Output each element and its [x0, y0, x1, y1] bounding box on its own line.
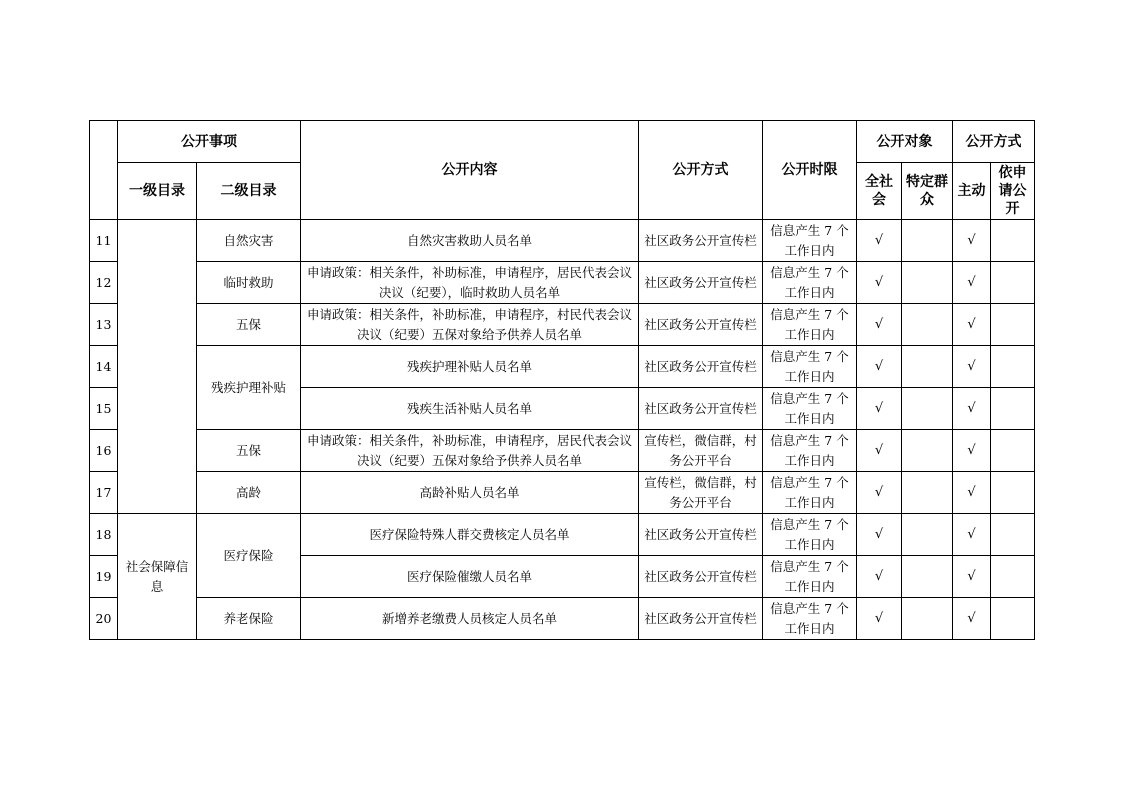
- level1-cell-social-security: 社会保障信息: [118, 514, 197, 640]
- header-mode-request: 依申请公开: [991, 163, 1035, 220]
- row-number: 20: [90, 598, 118, 640]
- table-row: [90, 304, 1035, 346]
- mode-active-check: √: [953, 514, 991, 556]
- table-row: [90, 472, 1035, 514]
- row-number: 16: [90, 430, 118, 472]
- level2-cell: 临时救助: [197, 262, 301, 304]
- row-number: 18: [90, 514, 118, 556]
- header-time-limit: 公开时限: [763, 121, 857, 220]
- time-limit-cell: 信息产生 7 个工作日内: [763, 514, 857, 556]
- target-specific-cell: [902, 304, 953, 346]
- header-mode: 公开方式: [953, 121, 1035, 163]
- mode-request-cell: [991, 262, 1035, 304]
- row-number: 13: [90, 304, 118, 346]
- content-cell: 申请政策：相关条件，补助标准，申请程序，居民代表会议决议（纪要）五保对象给予供养人员名单: [301, 430, 639, 472]
- mode-active-check: √: [953, 304, 991, 346]
- header-level2: 二级目录: [197, 163, 301, 220]
- target-specific-cell: [902, 262, 953, 304]
- level2-cell: 五保: [197, 304, 301, 346]
- mode-request-cell: [991, 220, 1035, 262]
- target-specific-cell: [902, 598, 953, 640]
- target-public-check: √: [857, 304, 902, 346]
- header-target: 公开对象: [857, 121, 953, 163]
- target-public-check: √: [857, 598, 902, 640]
- target-public-check: √: [857, 430, 902, 472]
- target-public-check: √: [857, 472, 902, 514]
- header-item: 公开事项: [118, 121, 301, 163]
- method-cell: 社区政务公开宣传栏: [639, 304, 763, 346]
- content-cell: 医疗保险催缴人员名单: [301, 556, 639, 598]
- table-row: [90, 346, 1035, 388]
- row-number: 12: [90, 262, 118, 304]
- mode-request-cell: [991, 556, 1035, 598]
- target-public-check: √: [857, 514, 902, 556]
- disclosure-table: [89, 120, 1035, 640]
- row-number: 19: [90, 556, 118, 598]
- mode-active-check: √: [953, 598, 991, 640]
- time-limit-cell: 信息产生 7 个工作日内: [763, 304, 857, 346]
- table-row: [90, 514, 1035, 556]
- header-target-public: 全社会: [857, 163, 902, 220]
- row-number: 17: [90, 472, 118, 514]
- time-limit-cell: 信息产生 7 个工作日内: [763, 598, 857, 640]
- table-row: [90, 598, 1035, 640]
- level2-cell: 自然灾害: [197, 220, 301, 262]
- mode-active-check: √: [953, 262, 991, 304]
- level2-cell: 五保: [197, 430, 301, 472]
- table-row: [90, 262, 1035, 304]
- level2-cell: 残疾护理补贴: [197, 346, 301, 430]
- mode-active-check: √: [953, 556, 991, 598]
- target-specific-cell: [902, 220, 953, 262]
- level2-cell: 养老保险: [197, 598, 301, 640]
- target-public-check: √: [857, 556, 902, 598]
- target-specific-cell: [902, 514, 953, 556]
- content-cell: 申请政策：相关条件，补助标准，申请程序，居民代表会议决议（纪要），临时救助人员名单: [301, 262, 639, 304]
- content-cell: 残疾生活补贴人员名单: [301, 388, 639, 430]
- time-limit-cell: 信息产生 7 个工作日内: [763, 472, 857, 514]
- target-specific-cell: [902, 556, 953, 598]
- time-limit-cell: 信息产生 7 个工作日内: [763, 346, 857, 388]
- time-limit-cell: 信息产生 7 个工作日内: [763, 556, 857, 598]
- method-cell: 社区政务公开宣传栏: [639, 514, 763, 556]
- table-row: [90, 220, 1035, 262]
- method-cell: 宣传栏，微信群，村务公开平台: [639, 472, 763, 514]
- level2-cell: 医疗保险: [197, 514, 301, 598]
- mode-request-cell: [991, 388, 1035, 430]
- mode-active-check: √: [953, 472, 991, 514]
- row-number: 11: [90, 220, 118, 262]
- method-cell: 社区政务公开宣传栏: [639, 220, 763, 262]
- target-specific-cell: [902, 430, 953, 472]
- method-cell: 社区政务公开宣传栏: [639, 556, 763, 598]
- target-specific-cell: [902, 346, 953, 388]
- content-cell: 高龄补贴人员名单: [301, 472, 639, 514]
- table-row: [90, 430, 1035, 472]
- mode-request-cell: [991, 472, 1035, 514]
- mode-request-cell: [991, 346, 1035, 388]
- method-cell: 社区政务公开宣传栏: [639, 598, 763, 640]
- time-limit-cell: 信息产生 7 个工作日内: [763, 388, 857, 430]
- mode-request-cell: [991, 430, 1035, 472]
- header-method: 公开方式: [639, 121, 763, 220]
- level1-cell-empty: [118, 220, 197, 514]
- row-number: 15: [90, 388, 118, 430]
- content-cell: 申请政策：相关条件，补助标准，申请程序，村民代表会议决议（纪要）五保对象给予供养人员名单: [301, 304, 639, 346]
- mode-active-check: √: [953, 388, 991, 430]
- content-cell: 残疾护理补贴人员名单: [301, 346, 639, 388]
- method-cell: 社区政务公开宣传栏: [639, 262, 763, 304]
- method-cell: 社区政务公开宣传栏: [639, 346, 763, 388]
- time-limit-cell: 信息产生 7 个工作日内: [763, 220, 857, 262]
- header-target-specific: 特定群众: [902, 163, 953, 220]
- mode-active-check: √: [953, 346, 991, 388]
- target-public-check: √: [857, 220, 902, 262]
- content-cell: 自然灾害救助人员名单: [301, 220, 639, 262]
- target-specific-cell: [902, 472, 953, 514]
- content-cell: 医疗保险特殊人群交费核定人员名单: [301, 514, 639, 556]
- target-specific-cell: [902, 388, 953, 430]
- time-limit-cell: 信息产生 7 个工作日内: [763, 430, 857, 472]
- mode-request-cell: [991, 598, 1035, 640]
- header-content: 公开内容: [301, 121, 639, 220]
- mode-active-check: √: [953, 430, 991, 472]
- mode-active-check: √: [953, 220, 991, 262]
- method-cell: 社区政务公开宣传栏: [639, 388, 763, 430]
- header-row-1: [90, 121, 1035, 163]
- content-cell: 新增养老缴费人员核定人员名单: [301, 598, 639, 640]
- target-public-check: √: [857, 262, 902, 304]
- time-limit-cell: 信息产生 7 个工作日内: [763, 262, 857, 304]
- header-mode-active: 主动: [953, 163, 991, 220]
- row-number: 14: [90, 346, 118, 388]
- mode-request-cell: [991, 514, 1035, 556]
- header-num: [90, 121, 118, 220]
- mode-request-cell: [991, 304, 1035, 346]
- target-public-check: √: [857, 388, 902, 430]
- target-public-check: √: [857, 346, 902, 388]
- header-level1: 一级目录: [118, 163, 197, 220]
- method-cell: 宣传栏，微信群，村务公开平台: [639, 430, 763, 472]
- level2-cell: 高龄: [197, 472, 301, 514]
